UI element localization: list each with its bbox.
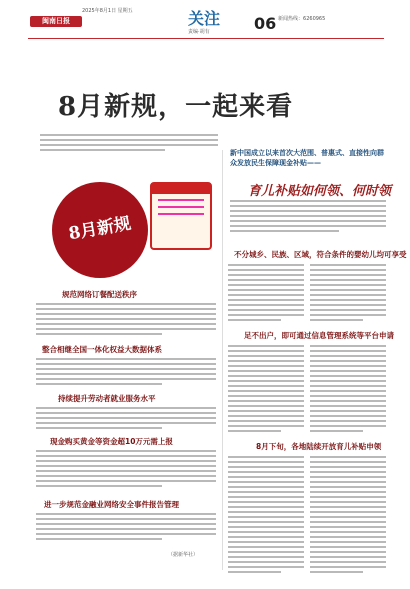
right-body-2a [228, 345, 304, 435]
badge-illustration [46, 178, 154, 282]
left-section-2: 整合相继全国一体化权益大数据体系 [42, 345, 162, 354]
right-deco-title: 育儿补贴如何领、何时领 [248, 184, 392, 199]
hotline: 新闻热线：6260965 [278, 16, 326, 22]
left-section-3: 持续提升劳动者就业服务水平 [58, 394, 156, 403]
hotline-number: 6260965 [303, 16, 326, 22]
brand-name: 闽南日报 [42, 17, 70, 25]
intro-paragraph [40, 134, 218, 154]
right-intro [230, 200, 386, 235]
right-body-3b [310, 456, 386, 576]
header-rule [28, 38, 384, 39]
hotline-label: 新闻热线 [278, 16, 299, 22]
left-body-5 [36, 513, 216, 543]
left-body-1 [36, 303, 216, 338]
brand-logo [30, 16, 82, 27]
left-body-2 [36, 358, 216, 388]
calendar-icon [150, 182, 212, 250]
badge-label: 8月新规 [67, 213, 133, 245]
right-section-2: 足不出户，即可通过信息管理系统等平台申请 [244, 331, 394, 340]
column-divider [222, 150, 223, 570]
right-body-3a [228, 456, 304, 576]
header-date: 2025年8月1日 星期五 [82, 8, 133, 14]
left-body-4 [36, 450, 216, 490]
section-title: 关注 [188, 9, 221, 28]
sub-section: 责编·胡有 [188, 29, 210, 35]
left-section-1: 规范网络订餐配送秩序 [62, 290, 137, 299]
right-section-1: 不分城乡、民族、区域，符合条件的婴幼儿均可享受 [234, 250, 407, 259]
left-section-4: 现金购买黄金等资金超10万元需上报 [50, 437, 173, 446]
right-lead: 新中国成立以来首次大范围、普惠式、直接性向群众发放民生保障现金补贴—— [230, 149, 384, 167]
right-body-1a [228, 264, 304, 324]
page-number: 06 [254, 14, 277, 33]
left-body-3 [36, 407, 216, 432]
left-section-5: 进一步规范金融业网络安全事件报告管理 [44, 500, 179, 509]
credit: （据新华社） [168, 552, 199, 558]
right-section-3: 8月下旬，各地陆续开放育儿补贴申领 [256, 442, 382, 451]
right-body-1b [310, 264, 386, 324]
headline: 8月新规，一起来看 [58, 92, 294, 122]
right-body-2b [310, 345, 386, 435]
